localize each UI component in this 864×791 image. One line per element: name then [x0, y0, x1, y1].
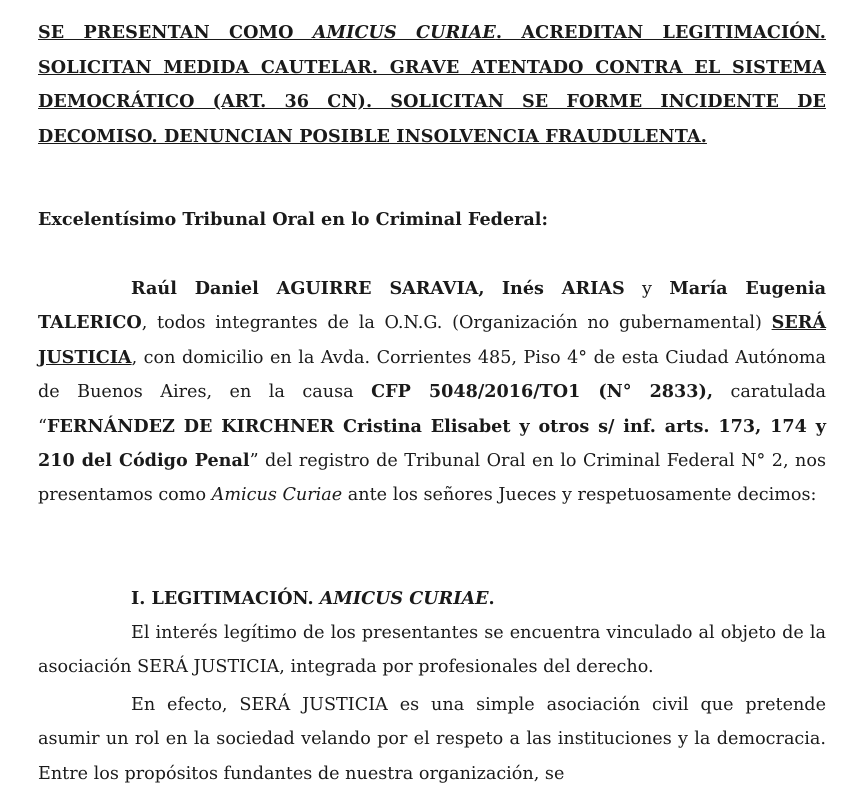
heading-part-1: SE PRESENTAN COMO: [38, 22, 313, 43]
section-paragraph-2: En efecto, SERÁ JUSTICIA es una simple asociación civil que pretende asumir un rol en la sociedad velando por el respeto a las instituciones y la democracia. Entre los propósitos fundantes de nuestra organización, se: [38, 695, 826, 784]
heading-amicus-curiae: AMICUS CURIAE: [312, 22, 496, 43]
heading-part-3: . ACREDITAN LEGITIMACIÓN. SOLICITAN MEDIDA CAUTELAR. GRAVE ATENTADO CONTRA EL SISTEMA DEMOCRÁTICO (ART. 36 CN). SOLICITAN SE FORME INCIDENTE DE DECOMISO. DENUNCIAN POSIBLE INSOLVENCIA FRAUDULENTA.: [38, 22, 826, 147]
case-number: CFP 5048/2016/TO1 (N° 2833),: [371, 381, 713, 403]
document-heading: [38, 16, 826, 154]
section-paragraph-1: El interés legítimo de los presentantes se encuentra vinculado al objeto de la asociación SERÁ JUSTICIA, integrada por profesionales del derecho.: [38, 623, 826, 678]
section-title-legitimacion: I. LEGITIMACIÓN. AMICUS CURIAE.: [131, 588, 495, 609]
intro-paragraph: Raúl Daniel AGUIRRE SARAVIA, Inés ARIAS y María Eugenia TALERICO, todos integrantes de la O.N.G. (Organización no gubernamental) SERÁ JUSTICIA, con domicilio en la Avda. Corrientes 485, Piso 4° de esta Ciudad Autónoma de Buenos Aires, en la causa CFP 5048/2016/TO1 (N° 2833), caratulada “FERNÁNDEZ DE KIRCHNER Cristina Elisabet y otros s/ inf. arts. 173, 174 y 210 del Código Penal” del registro de Tribunal Oral en lo Criminal Federal N° 2, nos presentamos como Amicus Curiae ante los señores Jueces y respetuosamente decimos:: [38, 278, 826, 506]
amicus-curiae-term: Amicus Curiae: [211, 485, 343, 506]
name-aguirre-saravia: Raúl Daniel AGUIRRE SARAVIA,: [131, 278, 485, 299]
name-talerico: María Eugenia TALERICO: [38, 278, 826, 334]
case-caption: FERNÁNDEZ DE KIRCHNER Cristina Elisabet y otros s/ inf. arts. 173, 174 y 210 del Código Penal: [38, 415, 826, 472]
document-page: [38, 16, 826, 784]
court-address: Excelentísimo Tribunal Oral en lo Criminal Federal:: [38, 209, 548, 230]
name-arias: Inés ARIAS: [501, 278, 625, 299]
organization-name: SERÁ JUSTICIA: [38, 312, 826, 368]
